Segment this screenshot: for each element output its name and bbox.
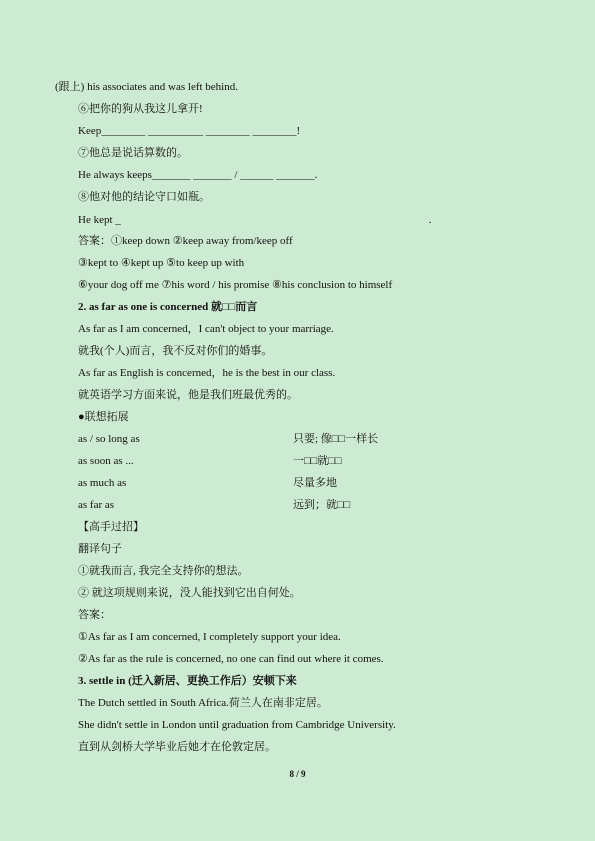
text-line: ⑥your dog off me ⑦his word / his promise ⑧his conclusion to himself bbox=[78, 279, 393, 291]
text-line: As far as English is concerned，he is the best in our class. bbox=[78, 367, 336, 379]
phrase-meaning: 远到；就□□ bbox=[293, 499, 351, 511]
phrase-row bbox=[78, 498, 351, 512]
phrase-term: as soon as ... bbox=[78, 455, 134, 467]
text-line bbox=[78, 212, 432, 227]
phrase-meaning: 一□□就□□ bbox=[293, 455, 342, 467]
text-line: Keep________ __________ ________ ________! bbox=[78, 125, 301, 137]
text-line: 就英语学习方面来说，他是我们班最优秀的。 bbox=[78, 389, 298, 401]
section-heading: 2. as far as one is concerned 就□□而言 bbox=[78, 301, 258, 313]
text-fragment: He kept _ bbox=[78, 214, 121, 226]
text-line: ⑦他总是说话算数的。 bbox=[78, 147, 188, 159]
text-line: 答案：①keep down ②keep away from/keep off bbox=[78, 235, 293, 247]
text-line: ⑥把你的狗从我这儿拿开! bbox=[78, 103, 203, 115]
text-line: (跟上) his associates and was left behind. bbox=[55, 81, 238, 93]
text-line: 【高手过招】 bbox=[78, 521, 144, 533]
phrase-term: as far as bbox=[78, 499, 115, 511]
text-line: 就我(个人)而言，我不反对你们的婚事。 bbox=[78, 345, 273, 357]
text-line: 直到从剑桥大学毕业后她才在伦敦定居。 bbox=[78, 741, 276, 753]
phrase-term: as much as bbox=[78, 477, 127, 489]
text-line: As far as I am concerned，I can't object to your marriage. bbox=[78, 323, 334, 335]
phrase-row bbox=[78, 454, 342, 468]
text-fragment: . bbox=[428, 214, 432, 226]
phrase-meaning: 只要; 像□□一样长 bbox=[293, 433, 379, 445]
text-line: ②As far as the rule is concerned, no one can find out where it comes. bbox=[78, 653, 384, 665]
text-line: The Dutch settled in South Africa.荷兰人在南非定居。 bbox=[78, 697, 328, 709]
phrase-row bbox=[78, 476, 337, 490]
phrase-row bbox=[78, 432, 379, 446]
phrase-meaning: 尽量多地 bbox=[293, 477, 337, 489]
section-heading: 3. settle in (迁入新居、更换工作后）安顿下来 bbox=[78, 675, 297, 687]
text-line: ⑧他对他的结论守口如瓶。 bbox=[78, 191, 210, 203]
text-line: He always keeps_______ _______ / ______ _______. bbox=[78, 169, 318, 181]
text-line: ①As far as I am concerned, I completely support your idea. bbox=[78, 631, 341, 643]
page-number: 8 / 9 bbox=[289, 769, 306, 779]
text-line: ●联想拓展 bbox=[78, 411, 129, 423]
answer-blank bbox=[121, 212, 429, 223]
text-line: 翻译句子 bbox=[78, 543, 122, 555]
text-line: ①就我而言, 我完全支持你的想法。 bbox=[78, 565, 249, 577]
text-line: 答案： bbox=[78, 609, 111, 621]
text-line: ② 就这项规则来说，没人能找到它出自何处。 bbox=[78, 587, 301, 599]
text-line: ③kept to ④kept up ⑤to keep up with bbox=[78, 257, 245, 269]
phrase-term: as / so long as bbox=[78, 433, 140, 445]
text-line: She didn't settle in London until graduation from Cambridge University. bbox=[78, 719, 396, 731]
